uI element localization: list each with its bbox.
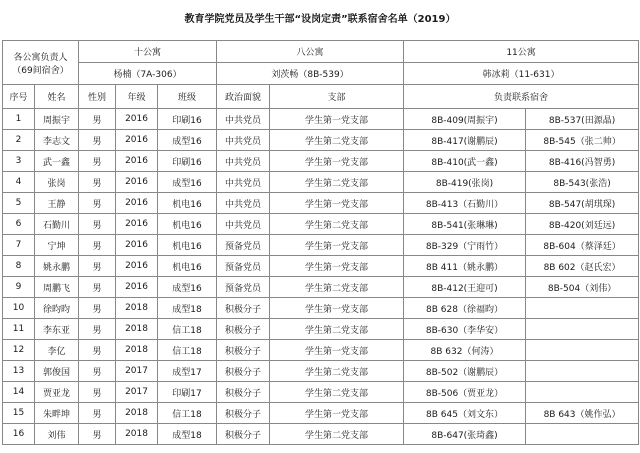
cell-class: 成型16 xyxy=(158,277,217,298)
cell-grade: 2017 xyxy=(116,361,158,382)
cell-name: 郭俊国 xyxy=(35,361,79,382)
cell-class: 成型18 xyxy=(158,424,217,445)
cell-class: 机电16 xyxy=(158,256,217,277)
cell-grade: 2016 xyxy=(116,130,158,151)
cell-gender: 男 xyxy=(79,361,116,382)
cell-gender: 男 xyxy=(79,319,116,340)
table-row xyxy=(3,277,639,298)
cell-gender: 男 xyxy=(79,130,116,151)
cell-politics: 中共党员 xyxy=(217,130,270,151)
cell-dorm-2: 8B-420(刘廷远) xyxy=(526,214,639,235)
cell-no: 4 xyxy=(3,172,35,193)
cell-politics: 中共党员 xyxy=(217,109,270,130)
cell-politics: 中共党员 xyxy=(217,214,270,235)
cell-name: 李东亚 xyxy=(35,319,79,340)
group-leader-cell xyxy=(3,41,79,85)
table-row xyxy=(3,319,639,340)
cell-politics: 积极分子 xyxy=(217,382,270,403)
cell-dorm-1: 8B-502（谢鹏辰） xyxy=(404,361,526,382)
cell-name: 张岗 xyxy=(35,172,79,193)
cell-name: 李亿 xyxy=(35,340,79,361)
cell-gender: 男 xyxy=(79,172,116,193)
cell-class: 成型16 xyxy=(158,172,217,193)
col-header-no: 序号 xyxy=(3,85,35,109)
cell-dorm-1: 8B-413（石勤川） xyxy=(404,193,526,214)
cell-no: 9 xyxy=(3,277,35,298)
cell-dorm-1: 8B-541(张琳琳) xyxy=(404,214,526,235)
col-header-name: 姓名 xyxy=(35,85,79,109)
cell-branch: 学生第二党支部 xyxy=(270,382,404,403)
cell-dorm-2 xyxy=(526,340,639,361)
cell-class: 印刷16 xyxy=(158,109,217,130)
cell-gender: 男 xyxy=(79,424,116,445)
cell-no: 15 xyxy=(3,403,35,424)
roster-table xyxy=(2,40,639,445)
cell-class: 成型16 xyxy=(158,130,217,151)
cell-name: 徐昀昀 xyxy=(35,298,79,319)
col-header-politics: 政治面貌 xyxy=(217,85,270,109)
cell-politics: 预备党员 xyxy=(217,235,270,256)
cell-branch: 学生第一党支部 xyxy=(270,151,404,172)
cell-branch: 学生第二党支部 xyxy=(270,130,404,151)
cell-politics: 积极分子 xyxy=(217,403,270,424)
cell-dorm-1: 8B 628（徐福昀） xyxy=(404,298,526,319)
cell-politics: 预备党员 xyxy=(217,256,270,277)
col-header-class: 班级 xyxy=(158,85,217,109)
cell-grade: 2018 xyxy=(116,319,158,340)
cell-dorm-2: 8B-504（刘伟） xyxy=(526,277,639,298)
col-header-dorms: 负责联系宿舍 xyxy=(404,85,639,109)
table-row xyxy=(3,130,639,151)
cell-grade: 2016 xyxy=(116,172,158,193)
cell-branch: 学生第二党支部 xyxy=(270,172,404,193)
apt10-title: 十公寓 xyxy=(79,41,217,63)
cell-grade: 2016 xyxy=(116,151,158,172)
cell-branch: 学生第一党支部 xyxy=(270,403,404,424)
table-row xyxy=(3,361,639,382)
cell-dorm-1: 8B-417(谢鹏辰) xyxy=(404,130,526,151)
table-row xyxy=(3,256,639,277)
cell-dorm-1: 8B-412(王迎可) xyxy=(404,277,526,298)
cell-dorm-2 xyxy=(526,298,639,319)
cell-branch: 学生第二党支部 xyxy=(270,424,404,445)
cell-no: 12 xyxy=(3,340,35,361)
cell-dorm-2: 8B-547(胡琪琛) xyxy=(526,193,639,214)
cell-grade: 2016 xyxy=(116,256,158,277)
cell-branch: 学生第一党支部 xyxy=(270,340,404,361)
table-row xyxy=(3,340,639,361)
cell-no: 11 xyxy=(3,319,35,340)
cell-gender: 男 xyxy=(79,235,116,256)
cell-class: 机电16 xyxy=(158,193,217,214)
cell-politics: 中共党员 xyxy=(217,193,270,214)
cell-name: 宁坤 xyxy=(35,235,79,256)
cell-grade: 2017 xyxy=(116,382,158,403)
cell-branch: 学生第二党支部 xyxy=(270,277,404,298)
apt8-title: 八公寓 xyxy=(217,41,404,63)
table-row xyxy=(3,214,639,235)
col-header-branch: 支部 xyxy=(270,85,404,109)
cell-branch: 学生第一党支部 xyxy=(270,256,404,277)
cell-no: 2 xyxy=(3,130,35,151)
cell-no: 6 xyxy=(3,214,35,235)
cell-name: 石勤川 xyxy=(35,214,79,235)
cell-gender: 男 xyxy=(79,109,116,130)
cell-name: 贾亚龙 xyxy=(35,382,79,403)
apt10-person: 杨楠（7A-306） xyxy=(79,63,217,85)
cell-grade: 2016 xyxy=(116,277,158,298)
apt8-person: 刘茨畅（8B-539） xyxy=(217,63,404,85)
cell-dorm-1: 8B 411（姚永鹏） xyxy=(404,256,526,277)
cell-dorm-2: 8B 602（赵氏宏） xyxy=(526,256,639,277)
cell-no: 13 xyxy=(3,361,35,382)
table-row xyxy=(3,109,639,130)
table-row xyxy=(3,298,639,319)
cell-gender: 男 xyxy=(79,193,116,214)
cell-branch: 学生第一党支部 xyxy=(270,235,404,256)
cell-name: 姚永鹏 xyxy=(35,256,79,277)
table-row xyxy=(3,382,639,403)
document-title: 教育学院党员及学生干部“设岗定责”联系宿舍名单（2019） xyxy=(184,14,456,25)
cell-dorm-2 xyxy=(526,424,639,445)
cell-name: 李志文 xyxy=(35,130,79,151)
cell-class: 印刷16 xyxy=(158,151,217,172)
cell-grade: 2016 xyxy=(116,235,158,256)
table-row xyxy=(3,403,639,424)
cell-branch: 学生第一党支部 xyxy=(270,109,404,130)
header-row-apartments xyxy=(3,41,639,63)
cell-gender: 男 xyxy=(79,256,116,277)
cell-dorm-1: 8B-647(张琦鑫) xyxy=(404,424,526,445)
cell-grade: 2018 xyxy=(116,424,158,445)
group-leader-sub: （69间宿舍） xyxy=(12,65,69,76)
cell-gender: 男 xyxy=(79,403,116,424)
cell-no: 1 xyxy=(3,109,35,130)
cell-name: 朱畔坤 xyxy=(35,403,79,424)
cell-politics: 中共党员 xyxy=(217,151,270,172)
cell-dorm-1: 8B-410(武一鑫) xyxy=(404,151,526,172)
col-header-grade: 年级 xyxy=(116,85,158,109)
cell-no: 16 xyxy=(3,424,35,445)
cell-class: 机电16 xyxy=(158,235,217,256)
cell-dorm-1: 8B-419(张岗) xyxy=(404,172,526,193)
table-row xyxy=(3,193,639,214)
table-row xyxy=(3,151,639,172)
cell-branch: 学生第一党支部 xyxy=(270,298,404,319)
cell-grade: 2016 xyxy=(116,214,158,235)
cell-no: 3 xyxy=(3,151,35,172)
cell-politics: 积极分子 xyxy=(217,298,270,319)
cell-class: 印刷17 xyxy=(158,382,217,403)
cell-no: 7 xyxy=(3,235,35,256)
cell-dorm-1: 8B-506（贾亚龙） xyxy=(404,382,526,403)
cell-class: 成型18 xyxy=(158,298,217,319)
cell-grade: 2018 xyxy=(116,298,158,319)
cell-class: 成型17 xyxy=(158,361,217,382)
cell-branch: 学生第二党支部 xyxy=(270,214,404,235)
col-header-gender: 性别 xyxy=(79,85,116,109)
group-leader-label: 各公寓负责人 xyxy=(13,52,68,63)
cell-politics: 积极分子 xyxy=(217,424,270,445)
cell-politics: 预备党员 xyxy=(217,277,270,298)
cell-grade: 2016 xyxy=(116,109,158,130)
table-row xyxy=(3,235,639,256)
cell-dorm-2: 8B-604（蔡泽廷） xyxy=(526,235,639,256)
cell-gender: 男 xyxy=(79,214,116,235)
cell-gender: 男 xyxy=(79,277,116,298)
cell-dorm-2: 8B 643（姚作弘） xyxy=(526,403,639,424)
cell-dorm-2: 8B-537(田源晶) xyxy=(526,109,639,130)
cell-grade: 2018 xyxy=(116,403,158,424)
apt11-person: 韩冰莉（11-631） xyxy=(404,63,639,85)
cell-branch: 学生第二党支部 xyxy=(270,361,404,382)
cell-dorm-1: 8B-630（李华安） xyxy=(404,319,526,340)
cell-class: 信工18 xyxy=(158,403,217,424)
cell-dorm-2: 8B-543(张浩) xyxy=(526,172,639,193)
column-header-row xyxy=(3,85,639,109)
cell-branch: 学生第一党支部 xyxy=(270,193,404,214)
cell-name: 周鹏飞 xyxy=(35,277,79,298)
cell-branch: 学生第二党支部 xyxy=(270,319,404,340)
cell-no: 5 xyxy=(3,193,35,214)
cell-gender: 男 xyxy=(79,382,116,403)
cell-politics: 积极分子 xyxy=(217,319,270,340)
cell-dorm-1: 8B-329（宁雨竹） xyxy=(404,235,526,256)
table-row xyxy=(3,172,639,193)
cell-dorm-1: 8B 645（刘文东） xyxy=(404,403,526,424)
cell-politics: 中共党员 xyxy=(217,172,270,193)
cell-dorm-2: 8B-545（张二帅） xyxy=(526,130,639,151)
cell-dorm-1: 8B 632（何涛） xyxy=(404,340,526,361)
table-row xyxy=(3,424,639,445)
cell-name: 刘伟 xyxy=(35,424,79,445)
cell-politics: 积极分子 xyxy=(217,361,270,382)
cell-dorm-2 xyxy=(526,319,639,340)
cell-grade: 2018 xyxy=(116,340,158,361)
apt11-title: 11公寓 xyxy=(404,41,639,63)
cell-no: 10 xyxy=(3,298,35,319)
cell-no: 14 xyxy=(3,382,35,403)
cell-name: 周振宇 xyxy=(35,109,79,130)
cell-grade: 2016 xyxy=(116,193,158,214)
cell-dorm-2 xyxy=(526,382,639,403)
cell-name: 王静 xyxy=(35,193,79,214)
cell-class: 信工18 xyxy=(158,319,217,340)
cell-gender: 男 xyxy=(79,298,116,319)
header-row-persons xyxy=(3,63,639,85)
cell-gender: 男 xyxy=(79,340,116,361)
cell-class: 信工18 xyxy=(158,340,217,361)
cell-no: 8 xyxy=(3,256,35,277)
cell-dorm-2: 8B-416(冯智勇) xyxy=(526,151,639,172)
cell-dorm-2 xyxy=(526,361,639,382)
cell-name: 武一鑫 xyxy=(35,151,79,172)
cell-dorm-1: 8B-409(周振宇) xyxy=(404,109,526,130)
cell-politics: 积极分子 xyxy=(217,340,270,361)
cell-class: 机电16 xyxy=(158,214,217,235)
cell-gender: 男 xyxy=(79,151,116,172)
